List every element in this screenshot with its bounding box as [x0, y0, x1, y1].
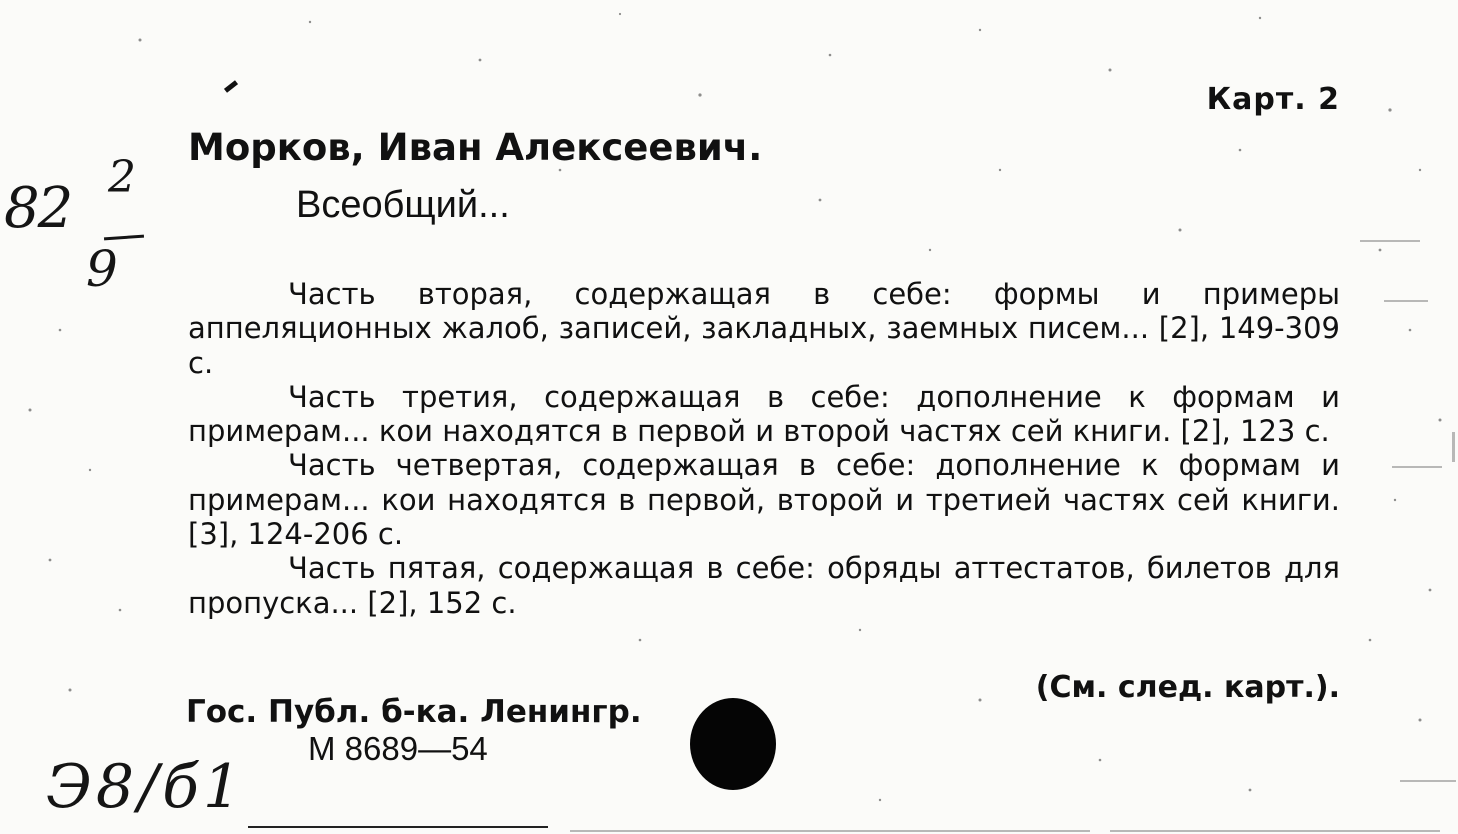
see-next-card-note: (См. след. карт.). — [1035, 670, 1340, 705]
library-name: Гос. Публ. б-ка. Ленингр. — [186, 694, 642, 730]
description-body — [188, 277, 1340, 620]
punch-hole — [690, 698, 776, 790]
pen-mark — [224, 80, 238, 93]
bottom-rule — [248, 826, 548, 828]
handwritten-shelf-mark: Э8/б1 — [46, 752, 246, 822]
handwritten-class-numerator: 2 — [108, 152, 136, 203]
handwritten-class-number: 82 — [4, 176, 72, 241]
part-two-paragraph: Часть вторая, содержащая в себе: формы и примеры аппеляционных жалоб, записей, закладных, заемных писем... [2], 149-309 с. — [188, 277, 1340, 380]
author-heading: Морков, Иван Алексеевич. — [188, 126, 763, 169]
catalog-code: М 8689—54 — [308, 730, 488, 767]
book-title: Всеобщий... — [296, 184, 510, 226]
card-number: Карт. 2 — [1206, 82, 1340, 117]
part-three-paragraph: Часть третия, содержащая в себе: дополнение к формам и примерам... кои находятся в первой и второй частях сей книги. [2], 123 с. — [188, 379, 1340, 449]
handwritten-class-denominator: 9 — [86, 240, 118, 298]
part-five-paragraph: Часть пятая, содержащая в себе: обряды аттестатов, билетов для пропуска... [2], 152 с. — [188, 551, 1340, 620]
part-four-paragraph: Часть четвертая, содержащая в себе: дополнение к формам и примерам... кои находятся в первой, второй и третией частях сей книги. [3], 124-206 с. — [188, 448, 1340, 552]
